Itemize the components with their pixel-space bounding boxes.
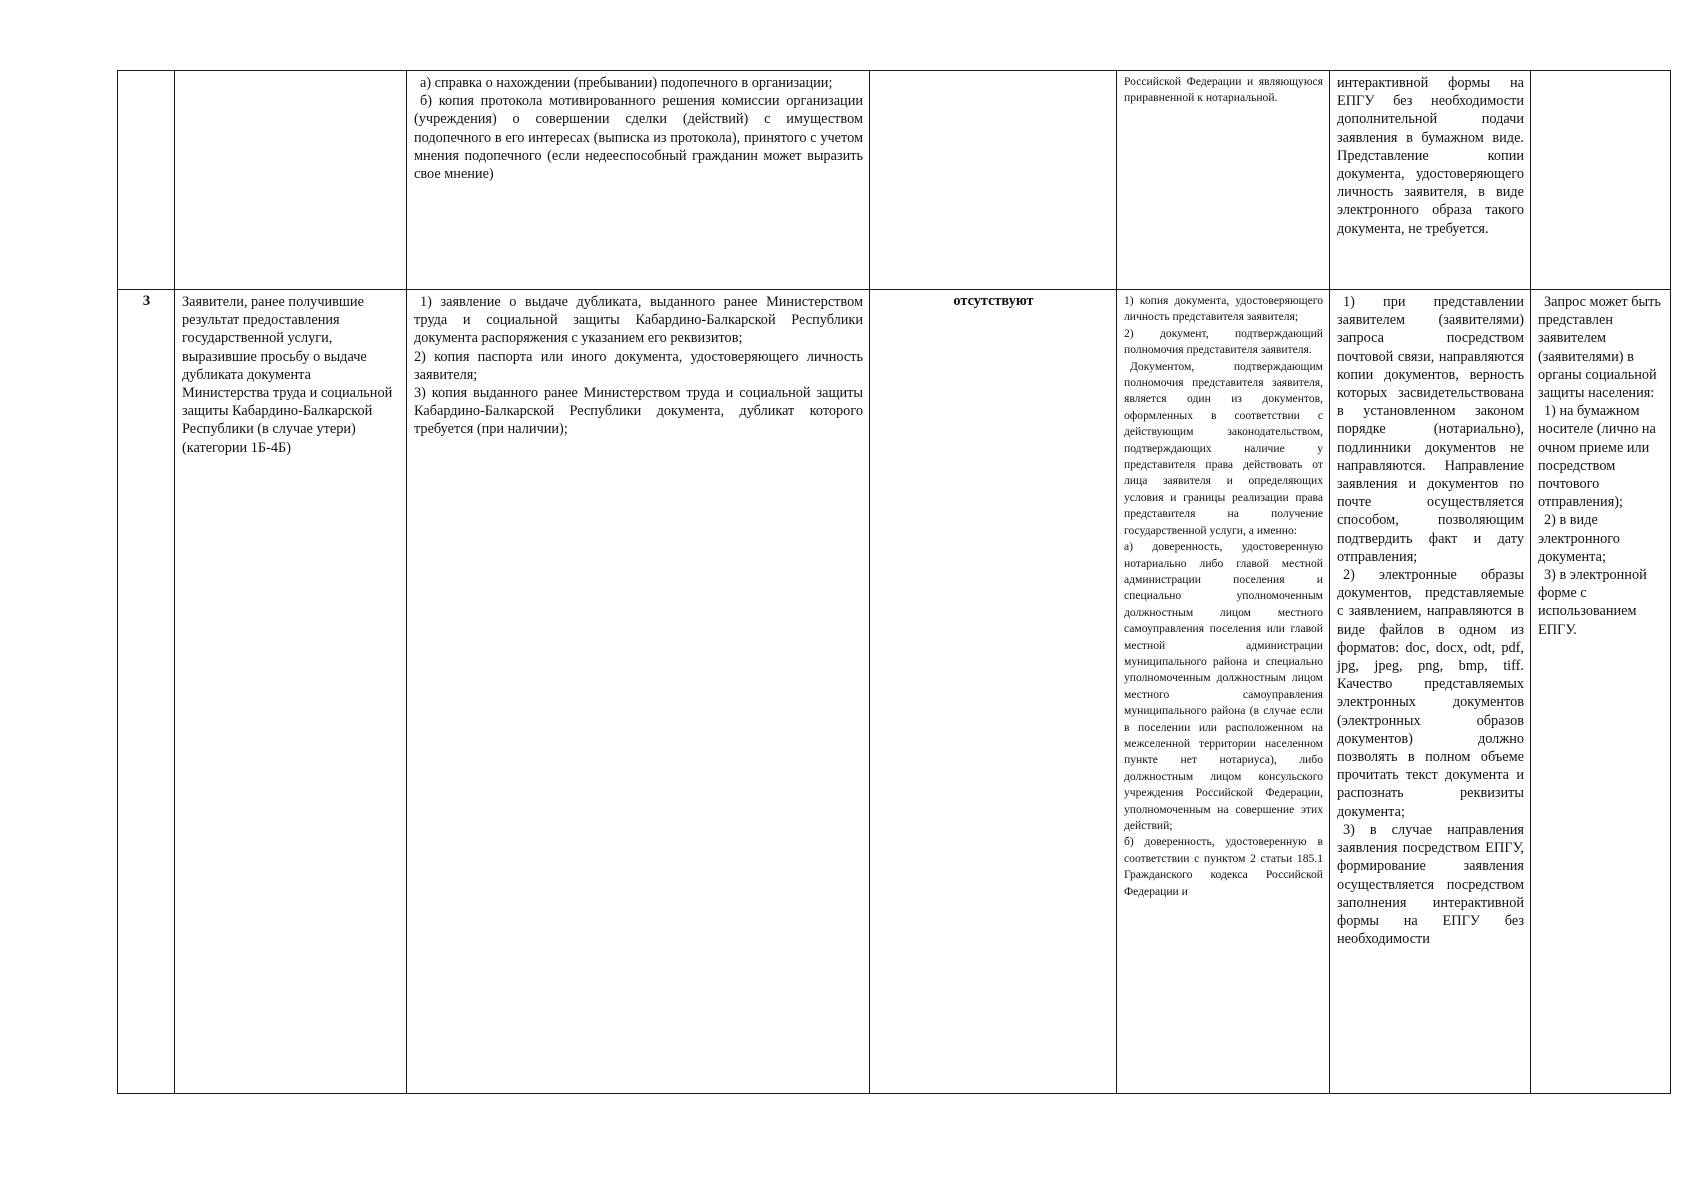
document-item: 3) копия выданного ранее Министерством труда и социальной защиты Кабардино-Балкарской Республики документа, дубликат которого требуется (при наличии); bbox=[414, 385, 863, 438]
submission-method-item: 3) в случае направления заявления посредством ЕПГУ, формирование заявления осуществляется посредством заполнения интерактивной формы на ЕПГУ без необходимости bbox=[1337, 821, 1524, 948]
representative-doc-item: Документом, подтверждающим полномочия представителя заявителя, является один из документов, оформленных в соответствии с действующим законодательством, подтверждающих наличие у представителя права действовать от лица заявителя и определяющих условия и границы реализации права представителя на получение государственной услуги, а именно: bbox=[1124, 359, 1323, 537]
document-item: а) справка о нахождении (пребывании) подопечного в организации; bbox=[420, 75, 833, 91]
request-method-cell bbox=[1531, 71, 1671, 290]
table-row bbox=[118, 290, 1671, 1094]
submission-method-cell bbox=[1330, 71, 1531, 290]
document-item: 2) копия паспорта или иного документа, удостоверяющего личность заявителя; bbox=[414, 348, 863, 383]
representative-doc-item: 2) документ, подтверждающий полномочия представителя заявителя. bbox=[1124, 326, 1323, 357]
submission-method-item: 2) электронные образы документов, представляемые с заявлением, направляются в виде файлов в одном из форматов: doc, docx, odt, pdf, jpg, jpeg, png, bmp, tiff. Качество представляемых электронных документов (электронных образов документов) должно позволять в полном объеме прочитать текст документа и распознать реквизиты документа; bbox=[1337, 567, 1524, 820]
table-row bbox=[118, 71, 1671, 290]
row-number-cell: 3 bbox=[118, 290, 175, 1094]
document-table bbox=[117, 70, 1671, 1094]
applicants-cell: Заявители, ранее получившие результат предоставления государственной услуги, выразившие просьбу о выдаче дубликата документа Министерства труда и социальной защиты Кабардино-Балкарской Республики (в случае утери) (категории 1Б-4Б) bbox=[175, 290, 407, 1094]
other-docs-cell: отсутствуют bbox=[870, 290, 1117, 1094]
representative-doc-item: а) доверенность, удостоверенную нотариально либо главой местной администрации поселения и специально уполномоченным должностным лицом местного самоуправления поселения или главой местной администрации муниципального района и специально уполномоченным должностным лицом местного самоуправления муниципального района (в случае если в поселении или расположенном на межселенной территории населенном пункте нет нотариуса), либо должностным лицом консульского учреждения Российской Федерации, уполномоченным на совершение этих действий; bbox=[1124, 540, 1323, 832]
representative-docs-cell bbox=[1117, 71, 1330, 290]
document-item: б) копия протокола мотивированного решения комиссии организации (учреждения) о совершении сделки (действий) с имуществом подопечного в его интересах (выписка из протокола), принятого с учетом мнения подопечного (если недееспособный гражданин может выразить свое мнение) bbox=[414, 93, 863, 183]
row-number-cell bbox=[118, 71, 175, 290]
representative-doc-item: 1) копия документа, удостоверяющего личность представителя заявителя; bbox=[1124, 294, 1323, 324]
document-item: 1) заявление о выдаче дубликата, выданного ранее Министерством труда и социальной защиты Кабардино-Балкарской Республики документа распоряжения с указанием его реквизитов; bbox=[414, 294, 863, 347]
submission-method-cell bbox=[1330, 290, 1531, 1094]
representative-doc-item: б) доверенность, удостоверенную в соответствии с пунктом 2 статьи 185.1 Гражданского кодекса Российской Федерации и bbox=[1124, 835, 1323, 898]
request-method-item: 1) на бумажном носителе (лично на очном приеме или посредством почтового отправления); bbox=[1538, 403, 1656, 511]
other-docs-cell bbox=[870, 71, 1117, 290]
applicants-cell bbox=[175, 71, 407, 290]
submission-method-item: интерактивной формы на ЕПГУ без необходимости дополнительной подачи заявления в бумажном виде. Представление копии документа, удостоверяющего личность заявителя, в виде электронного образа такого документа, не требуется. bbox=[1337, 75, 1524, 237]
documents-cell bbox=[407, 290, 870, 1094]
representative-docs-cell bbox=[1117, 290, 1330, 1094]
request-method-item: 2) в виде электронного документа; bbox=[1538, 512, 1620, 565]
submission-method-item: 1) при представлении заявителем (заявителями) запроса посредством почтовой связи, направляются копии документов, верность которых засвидетельствована в установленном законом порядке (нотариально), подлинники документов не направляются. Направление заявления и документов по почте осуществляется способом, позволяющим подтвердить факт и дату отправления; bbox=[1337, 294, 1524, 565]
request-method-item: Запрос может быть представлен заявителем (заявителями) в органы социальной защиты населения: bbox=[1538, 294, 1661, 402]
request-method-item: 3) в электронной форме с использованием ЕПГУ. bbox=[1538, 567, 1647, 638]
representative-doc-item: Российской Федерации и являющуюся приравненной к нотариальной. bbox=[1124, 75, 1323, 105]
documents-cell bbox=[407, 71, 870, 290]
request-method-cell bbox=[1531, 290, 1671, 1094]
